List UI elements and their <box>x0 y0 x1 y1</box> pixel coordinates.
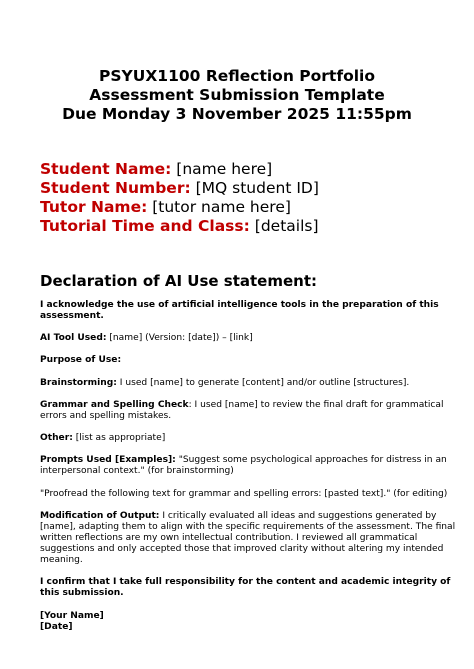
signature-date: [Date] <box>40 621 73 632</box>
student-name-row <box>40 160 460 179</box>
declaration-heading: Declaration of AI Use statement: <box>40 272 318 290</box>
brainstorming-label: Brainstorming: <box>40 377 117 388</box>
document-title <box>0 67 474 124</box>
declaration-body <box>40 300 468 633</box>
ai-tool-value: [name] (Version: [date]) – [link] <box>106 333 253 344</box>
prompts-label: Prompts Used [Examples]: <box>40 455 176 466</box>
acknowledge-paragraph: I acknowledge the use of artificial intelligence tools in the preparation of this assessment. <box>40 300 439 322</box>
proofread-paragraph: "Proofread the following text for grammar and spelling errors: [pasted text]." (for editing) <box>40 488 448 499</box>
tutorial-time-label: Tutorial Time and Class: <box>40 217 250 235</box>
grammar-value: : I used [name] to review the final draft for grammatical errors and spelling mistakes. <box>40 399 444 421</box>
student-number-value: [MQ student ID] <box>195 179 319 197</box>
student-details <box>40 160 460 236</box>
prompts-value: "Suggest some psychological approaches for distress in an interpersonal context." (for brainstorming) <box>40 455 447 477</box>
other-paragraph <box>40 433 468 444</box>
tutor-name-value: [tutor name here] <box>152 198 291 216</box>
grammar-label: Grammar and Spelling Check <box>40 399 189 410</box>
grammar-paragraph <box>40 400 468 422</box>
title-line-course: PSYUX1100 Reflection Portfolio <box>99 67 375 85</box>
tutor-name-label: Tutor Name: <box>40 198 148 216</box>
student-number-row <box>40 179 460 198</box>
purpose-heading: Purpose of Use: <box>40 355 122 366</box>
prompts-paragraph <box>40 455 468 477</box>
title-line-due-date: Due Monday 3 November 2025 11:55pm <box>62 105 412 123</box>
brainstorming-paragraph <box>40 378 468 389</box>
brainstorming-value: I used [name] to generate [content] and/or outline [structures]. <box>116 377 410 388</box>
ai-tool-label: AI Tool Used: <box>40 333 107 344</box>
tutorial-time-value: [details] <box>254 217 319 235</box>
student-number-label: Student Number: <box>40 179 191 197</box>
confirm-paragraph: I confirm that I take full responsibility for the content and academic integrity of this submission. <box>40 577 451 599</box>
title-line-template: Assessment Submission Template <box>89 86 385 104</box>
other-label: Other: <box>40 433 73 444</box>
signature-name: [Your Name] <box>40 610 104 621</box>
modification-label: Modification of Output: <box>40 510 160 521</box>
tutor-name-row <box>40 198 460 217</box>
student-name-value: [name here] <box>176 160 273 178</box>
modification-value: I critically evaluated all ideas and suggestions generated by [name], adapting them to align with the specific requirements of the assessment. The final written reflections are my own intellectual contribution. I reviewed all grammatical suggestions and only accepted those that improved clarity without altering my intended meaning. <box>40 510 456 566</box>
other-value: [list as appropriate] <box>72 433 166 444</box>
ai-tool-paragraph <box>40 333 468 344</box>
modification-paragraph <box>40 511 468 566</box>
tutorial-time-row <box>40 217 460 236</box>
student-name-label: Student Name: <box>40 160 172 178</box>
